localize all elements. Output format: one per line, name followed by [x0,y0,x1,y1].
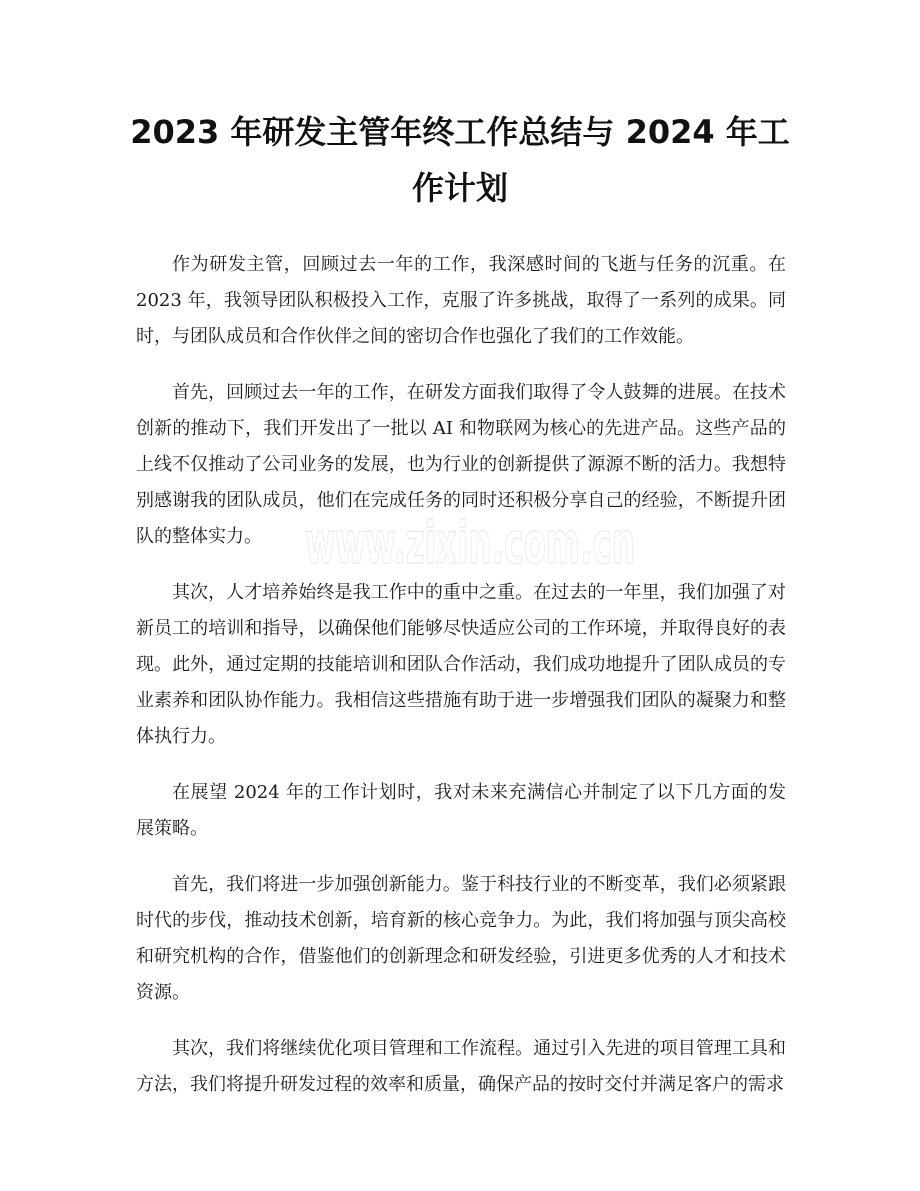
paragraph-1: 作为研发主管，回顾过去一年的工作，我深感时间的飞逝与任务的沉重。在 2023 年，我领导团队积极投入工作，克服了许多挑战，取得了一系列的成果。同时，与团队成员和合作伙伴之间的密切合作也强化了我们的工作效能。 [136,254,786,347]
paragraph-5: 首先，我们将进一步加强创新能力。鉴于科技行业的不断变革，我们必须紧跟时代的步伐，推动技术创新，培育新的核心竞争力。为此，我们将加强与顶尖高校和研究机构的合作，借鉴他们的创新理念和研发经验，引进更多优秀的人才和技术资源。 [136,874,786,1003]
paragraph-3: 其次，人才培养始终是我工作中的重中之重。在过去的一年里，我们加强了对新员工的培训和指导，以确保他们能够尽快适应公司的工作环境，并取得良好的表现。此外，通过定期的技能培训和团队合作活动，我们成功地提升了团队成员的专业素养和团队协作能力。我相信这些措施有助于进一步增强我们团队的凝聚力和整体执行力。 [136,582,786,747]
document-title: 2023 年研发主管年终工作总结与 2024 年工作计划 [130,113,790,207]
paragraph-4: 在展望 2024 年的工作计划时，我对未来充满信心并制定了以下几方面的发展策略。 [136,782,786,839]
paragraph-2: 首先，回顾过去一年的工作，在研发方面我们取得了令人鼓舞的进展。在技术创新的推动下，我们开发出了一批以 AI 和物联网为核心的先进产品。这些产品的上线不仅推动了公司业务的发展，也为行业的创新提供了源源不断的活力。我想特别感谢我的团队成员，他们在完成任务的同时还积极分享自己的经验，不断提升团队的整体实力。 [136,382,786,547]
document-body [136,247,786,1123]
paragraph-6: 其次，我们将继续优化项目管理和工作流程。通过引入先进的项目管理工具和方法，我们将提升研发过程的效率和质量，确保产品的按时交付并满足客户的需求 [136,1038,786,1095]
watermark-text: www.zixin.com.cn [305,509,635,577]
